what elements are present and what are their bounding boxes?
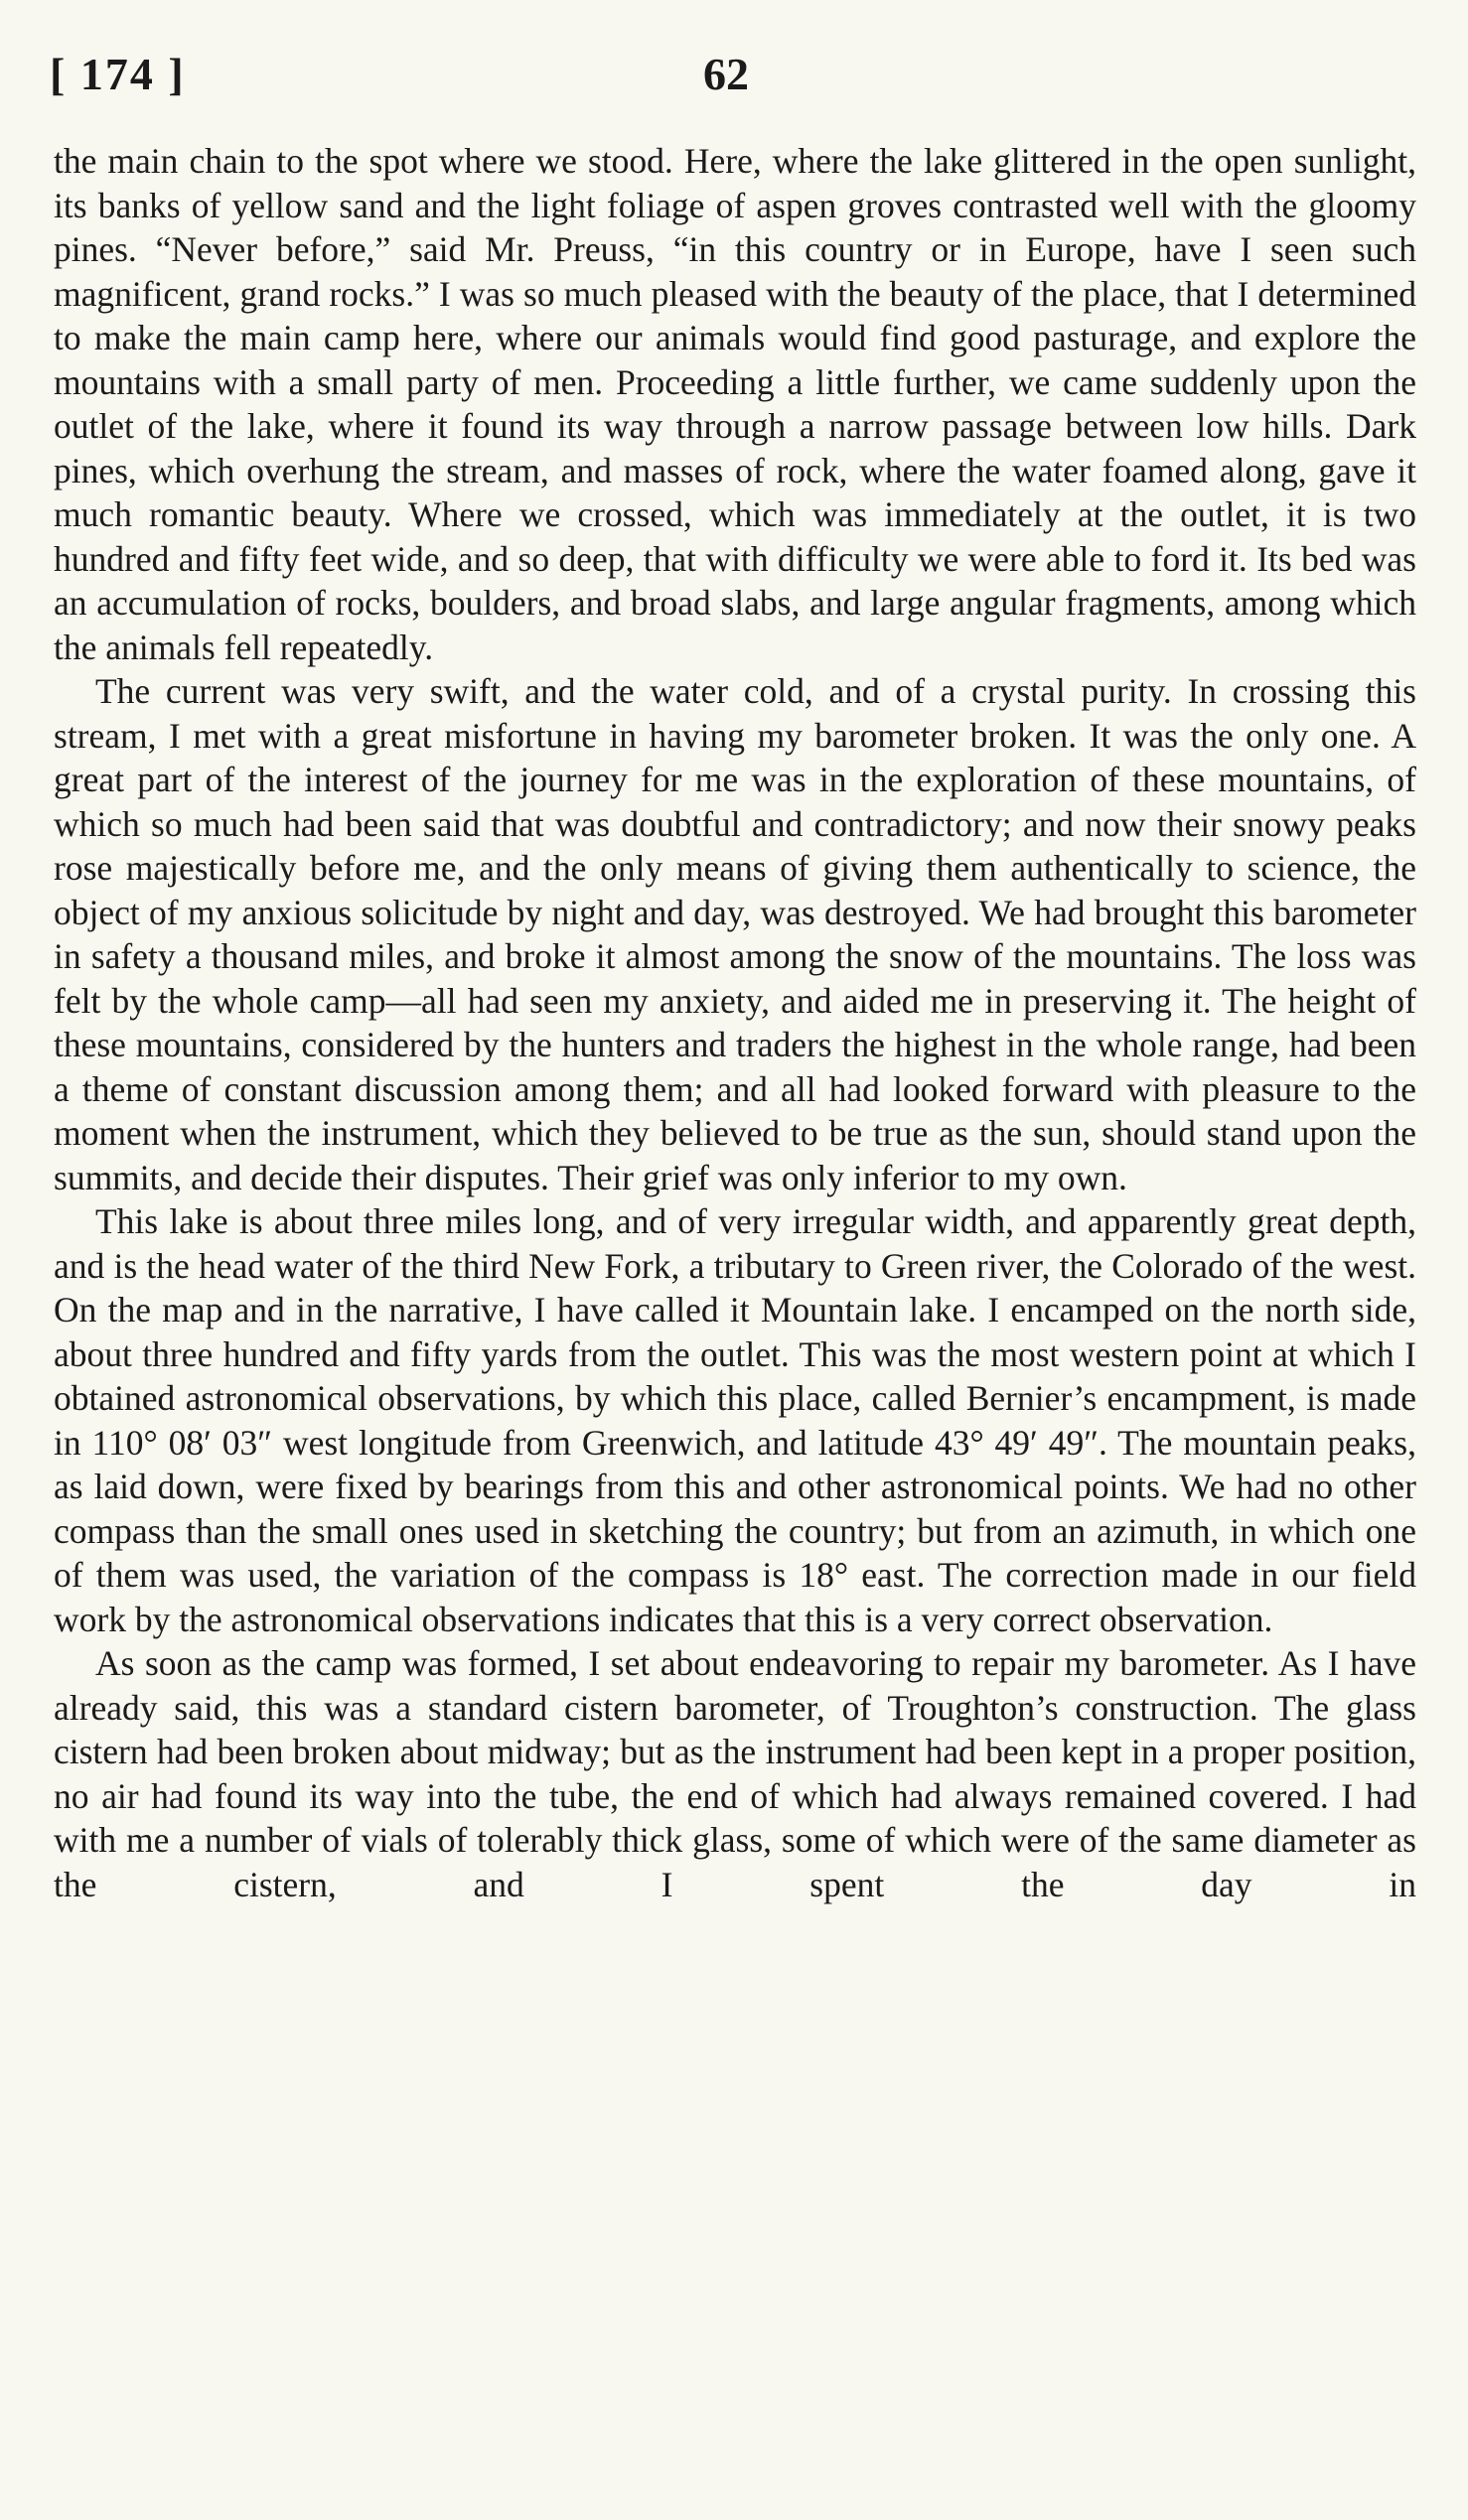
bracketed-page-number: [ 174 ]: [50, 49, 186, 99]
paragraph-3: This lake is about three miles long, and of very irregular width, and apparently great depth, and is the head water of the third New Fork, a tributary to Green river, the Colorado of the west. On the map and in the narrative, I have called it Mountain lake. I encamped on the north side, about three hundred and fifty yards from the outlet. This was the most western point at which I obtained astronomical observations, by which this place, called Bernier’s encampment, is made in 110° 08′ 03″ west longitude from Greenwich, and latitude 43° 49′ 49″. The mountain peaks, as laid down, were fixed by bearings from this and other astronomical points. We had no other compass than the small ones used in sketching the country; but from an azimuth, in which one of them was used, the variation of the compass is 18° east. The correction made in our field work by the astronomical observations indicates that this is a very correct observation.: [54, 1201, 1416, 1639]
paragraph-1: the main chain to the spot where we stood. Here, where the lake glittered in the open sunlight, its banks of yellow sand and the light foliage of aspen groves contrasted well with the gloomy pines. “Never before,” said Mr. Preuss, “in this country or in Europe, have I seen such magnificent, grand rocks.” I was so much pleased with the beauty of the place, that I determined to make the main camp here, where our animals would find good pasturage, and explore the mountains with a small party of men. Proceeding a little further, we came suddenly upon the outlet of the lake, where it found its way through a narrow passage between low hills. Dark pines, which overhung the stream, and masses of rock, where the water foamed along, gave it much romantic beauty. Where we crossed, which was immediately at the outlet, it is two hundred and fifty feet wide, and so deep, that with difficulty we were able to ford it. Its bed was an accumulation of rocks, boulders, and broad slabs, and large angular fragments, among which the animals fell repeatedly.: [54, 141, 1416, 667]
paragraph-4: As soon as the camp was formed, I set about endeavoring to repair my barometer. As I have already said, this was a standard cistern barometer, of Troughton’s construction. The glass cistern had been broken about midway; but as the instrument had been kept in a proper position, no air had found its way into the tube, the end of which had always remained covered. I had with me a number of vials of tolerably thick glass, some of which were of the same diameter as the cistern, and I spent the day in: [54, 1643, 1416, 1904]
page-number: 62: [703, 49, 749, 99]
page-header: [50, 40, 1418, 109]
paragraph-2: The current was very swift, and the water cold, and of a crystal purity. In crossing this stream, I met with a great misfortune in having my barometer broken. It was the only one. A great part of the interest of the journey for me was in the exploration of these mountains, of which so much had been said that was doubtful and contradictory; and now their snowy peaks rose majestically before me, and the only means of giving them authentically to science, the object of my anxious solicitude by night and day, was destroyed. We had brought this barometer in safety a thousand miles, and broke it almost among the snow of the mountains. The loss was felt by the whole camp—all had seen my anxiety, and aided me in preserving it. The height of these mountains, considered by the hunters and traders the highest in the whole range, had been a theme of constant discussion among them; and all had looked forward with pleasure to the moment when the instrument, which they believed to be true as the sun, should stand upon the summits, and decide their disputes. Their grief was only inferior to my own.: [54, 671, 1416, 1197]
body-text: [54, 139, 1416, 1906]
